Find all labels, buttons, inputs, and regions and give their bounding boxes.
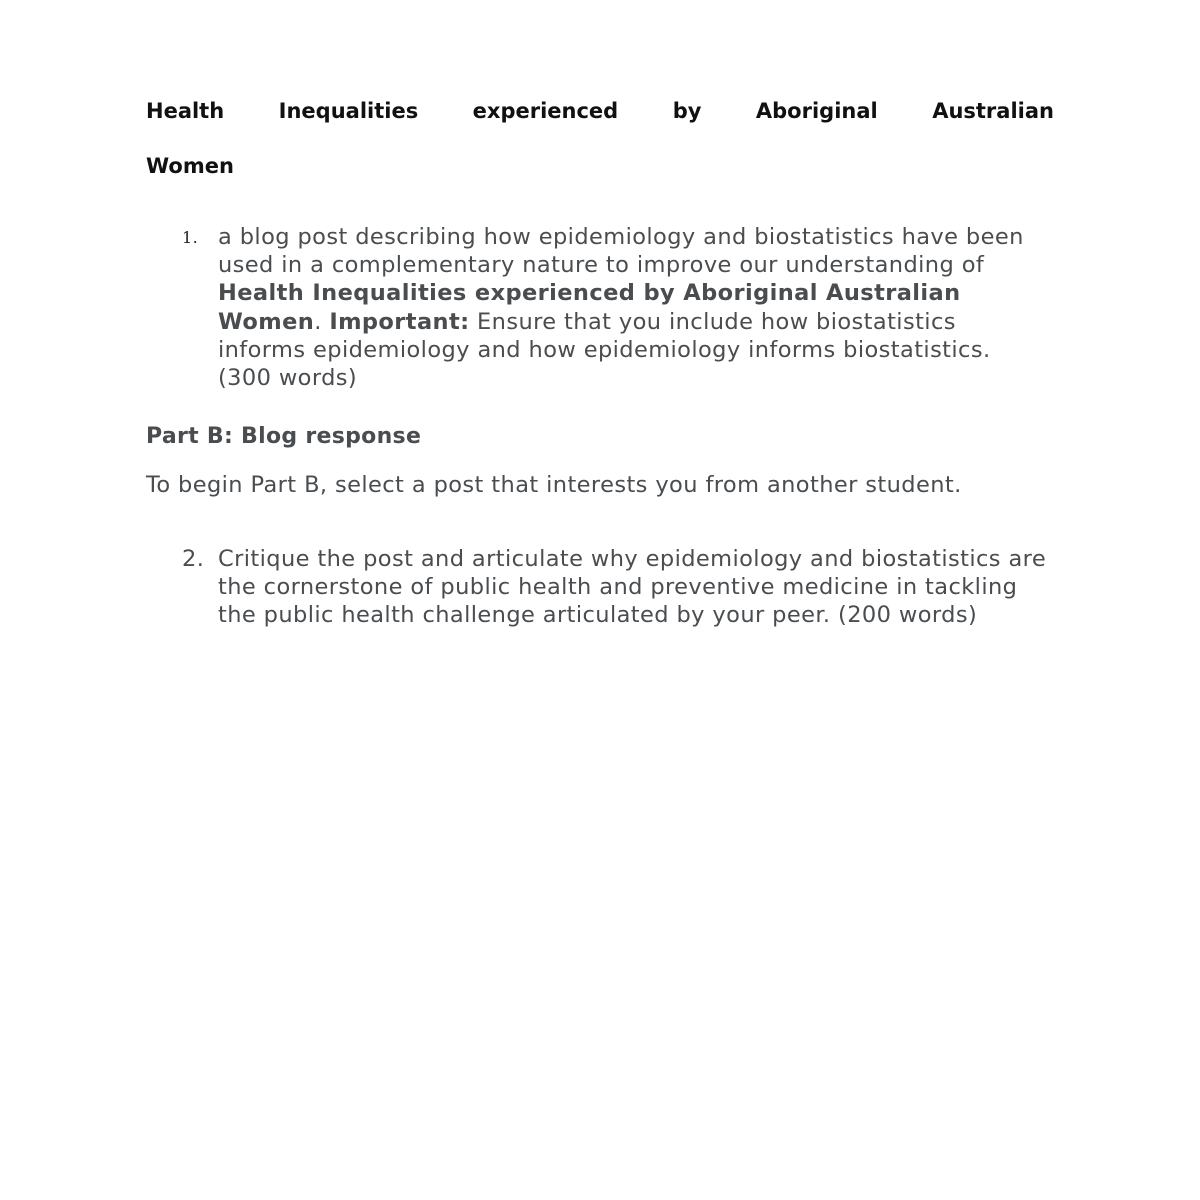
list-item-1 <box>182 223 1048 392</box>
item-text: Ensure that you include how biostatistics informs epidemiology and how epidemiology informs biostatistics. (300 words) <box>218 308 991 392</box>
section-heading-part-b: Part B: Blog response <box>146 424 422 449</box>
topic-emphasis: Health Inequalities experienced by Aboriginal Australian Women <box>218 280 961 335</box>
item-text: a blog post describing how epidemiology and biostatistics have been used in a complementary nature to improve our understanding of <box>218 224 1024 279</box>
document-title-continuation: Women <box>146 154 234 178</box>
important-label: Important: <box>329 308 470 335</box>
title-word: by <box>672 99 702 123</box>
list-number: 1. <box>182 228 199 247</box>
part-b-intro: To begin Part B, select a post that interests you from another student. <box>146 472 962 498</box>
list-item-2 <box>182 545 1048 630</box>
title-word: Aboriginal <box>755 99 878 123</box>
title-word: Health <box>146 99 225 123</box>
item-text: . <box>314 308 330 335</box>
list-number: 2. <box>182 546 205 572</box>
title-word: Inequalities <box>278 99 419 123</box>
document-title <box>146 99 1054 123</box>
title-word: Australian <box>932 99 1054 123</box>
item-text: Critique the post and articulate why epidemiology and biostatistics are the cornerstone of public health and preventive medicine in tackling the public health challenge articulated by your peer. (200 words) <box>218 546 1047 629</box>
title-word: experienced <box>472 99 619 123</box>
